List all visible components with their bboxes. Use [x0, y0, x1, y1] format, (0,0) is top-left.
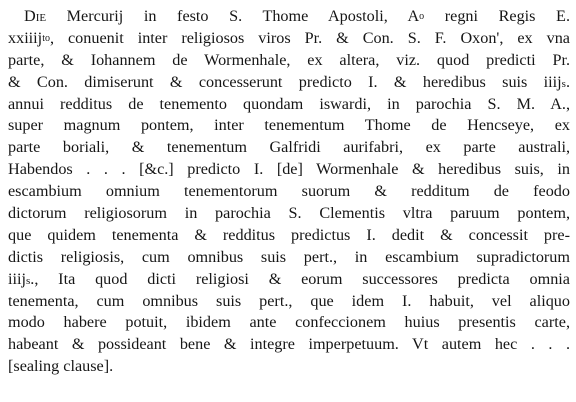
superscript-o: o [419, 11, 425, 22]
line-13-tail: ., Ita quod dicti religiosi & eorum successores predicta omnia [30, 269, 570, 288]
text-line-2 [8, 28, 570, 50]
charter-text [8, 6, 570, 378]
text-line-12: dictis religiosis, cum omnibus suis pert., in escambium supradictorum [8, 247, 570, 266]
text-line-3: parte, & Iohannem de Wormenhale, ex altera, viz. quod predicti Pr. [8, 50, 570, 69]
text-line-16: habeant & possideant bene & integre imperpetuum. Vt autem hec . . . [8, 335, 570, 354]
text-line-4 [8, 72, 570, 94]
line-4-tail: . [565, 72, 570, 91]
line-1-tail: regni Regis E. [424, 7, 570, 25]
text-line-10: dictorum religiosorum in parochia S. Clementis vltra paruum pontem, [8, 204, 570, 223]
line-4-text: & Con. dimiserunt & concesserunt predicto I. & heredibus suis iiij [8, 72, 562, 91]
text-line-7: parte boriali, & tenementum Galfridi aurifabri, ex parte australi, [8, 138, 570, 157]
line-2-tail: , conuenit inter religiosos viros Pr. & Con. S. F. Oxon', ex vna [49, 28, 570, 47]
line-2-text: xxiiij [8, 28, 43, 47]
line-1-text: Mercurij in festo S. Thome Apostoli, A [46, 7, 420, 25]
shilling-abbrev: s [26, 274, 31, 287]
opening-word: Die [24, 7, 47, 25]
text-line-9: escambium omnium tenementorum suorum & redditum de feodo [8, 182, 570, 201]
text-line-14: tenementa, cum omnibus suis pert., que idem I. habuit, vel aliquo [8, 291, 570, 310]
text-line-11: que quidem tenementa & redditus predictus I. dedit & concessit pre- [8, 225, 570, 244]
text-line-15: modo habere potuit, ibidem ante confeccionem huius presentis carte, [8, 313, 570, 332]
line-13-text: iiij [8, 269, 26, 288]
text-line-13 [8, 269, 570, 291]
superscript-to: to [42, 32, 50, 44]
text-line-5: annui redditus de tenemento quondam iswardi, in parochia S. M. A., [8, 94, 570, 113]
text-line-6: super magnum pontem, inter tenementum Thome de Hencseye, ex [8, 116, 570, 135]
text-line-1 [8, 6, 570, 28]
text-line-17: [sealing clause]. [8, 357, 114, 376]
text-line-8: Habendos . . . [&c.] predicto I. [de] Wormenhale & heredibus suis, in [8, 160, 570, 179]
shilling-abbrev: s [561, 77, 566, 90]
